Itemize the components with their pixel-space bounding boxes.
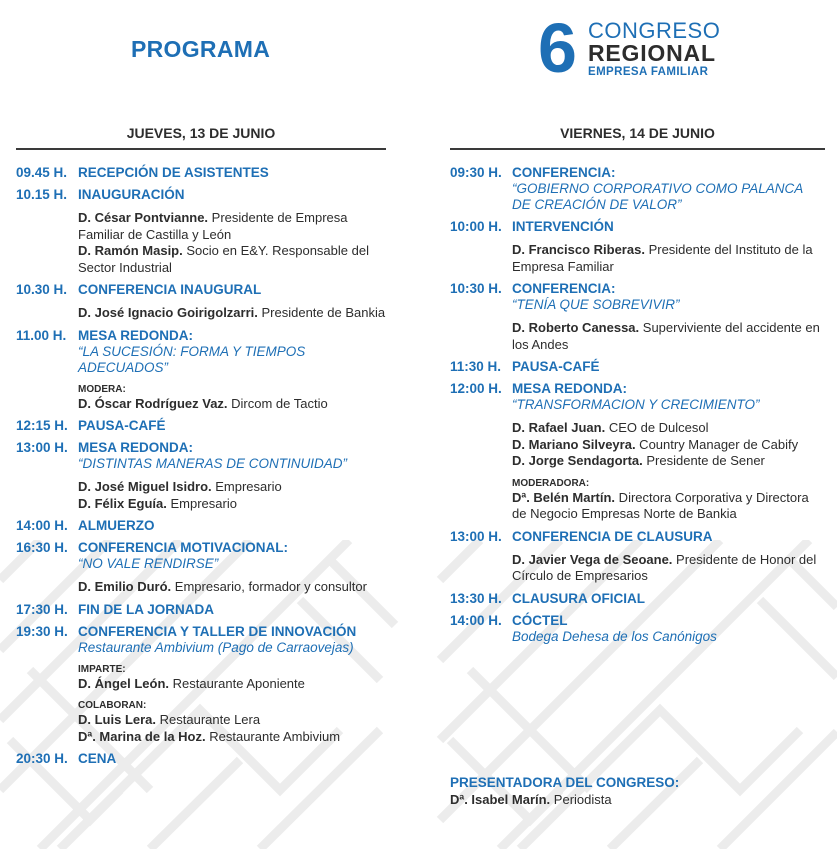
- entry-title: MESA REDONDA:: [78, 327, 194, 343]
- person-name: D. Rafael Juan.: [512, 420, 606, 435]
- entry-time: 11:30 H.: [450, 359, 502, 374]
- day-column-friday: [450, 125, 825, 651]
- entry-time: 19:30 H.: [16, 623, 68, 639]
- schedule-entry: [450, 613, 825, 645]
- person-name: D. Javier Vega de Seoane.: [512, 551, 673, 567]
- entry-time: 13:00 H.: [450, 528, 502, 544]
- entry-subtitle: “GOBIERNO CORPORATIVO COMO PALANCA DE CREACIÓN DE VALOR”: [512, 181, 803, 212]
- presenter-title: PRESENTADORA DEL CONGRESO:: [450, 775, 680, 790]
- entry-time: 09.45 H.: [16, 165, 68, 180]
- entry-title: MESA REDONDA:: [78, 440, 194, 455]
- schedule-entry: [450, 359, 825, 375]
- person-desc: Periodista: [550, 792, 612, 807]
- person: [512, 453, 825, 470]
- person-desc: Empresario, formador y consultor: [171, 579, 367, 594]
- person-desc: Empresario: [211, 479, 282, 494]
- person-name: D. Jorge Sendagorta.: [512, 453, 643, 468]
- entry-title: CONFERENCIA INAUGURAL: [78, 282, 262, 297]
- entry-time: 10.15 H.: [16, 187, 68, 202]
- person-name: Dª. Isabel Marín.: [450, 792, 551, 807]
- entry-subtitle: Restaurante Ambivium (Pago de Carraovejas): [78, 639, 354, 655]
- person-name: D. José Ignacio Goirigolzarri.: [78, 305, 258, 320]
- person-desc: Dircom de Tactio: [227, 395, 328, 411]
- person: [78, 712, 386, 729]
- person-desc: Superviviente del accidente en los Andes: [512, 320, 820, 352]
- entry-title: RECEPCIÓN DE ASISTENTES: [78, 165, 269, 180]
- person: [78, 479, 386, 496]
- person: [78, 305, 386, 322]
- person: [512, 320, 825, 353]
- congress-logo: [538, 9, 738, 87]
- person-name: D. Ramón Masip.: [78, 243, 183, 258]
- entry-time: 11.00 H.: [16, 327, 67, 343]
- schedule-entry: [16, 187, 386, 276]
- schedule-entry: [16, 282, 386, 322]
- entry-time: 12:15 H.: [16, 418, 68, 433]
- entry-time: 16:30 H.: [16, 540, 68, 555]
- entry-time: 10:00 H.: [450, 219, 502, 234]
- person-name: D. Félix Eguía.: [78, 495, 167, 511]
- person-desc: Presidente de Honor del Círculo de Empresarios: [512, 551, 817, 583]
- logo-number: 6: [538, 9, 577, 87]
- entry-time: 17:30 H.: [16, 601, 68, 617]
- person-name: D. Óscar Rodríguez Vaz.: [78, 395, 228, 411]
- logo-line-3: EMPRESA FAMILIAR: [588, 66, 709, 78]
- person-name: D. César Pontvianne.: [78, 210, 209, 225]
- entry-time: 10.30 H.: [16, 282, 68, 297]
- schedule-entry: [450, 381, 825, 523]
- entry-title: CENA: [78, 751, 117, 766]
- schedule-entry: [450, 165, 825, 213]
- entry-subtitle: “LA SUCESIÓN: FORMA Y TIEMPOS ADECUADOS”: [78, 343, 306, 375]
- role-label: MODERADORA:: [512, 477, 590, 489]
- entry-title: PAUSA-CAFÉ: [78, 418, 166, 433]
- person-name: D. Luis Lera.: [78, 712, 157, 727]
- schedule-entry: [16, 602, 386, 618]
- entry-title: ALMUERZO: [78, 518, 155, 533]
- entry-title: INTERVENCIÓN: [512, 219, 614, 234]
- entry-subtitle: Bodega Dehesa de los Canónigos: [512, 628, 717, 644]
- person-name: D. Roberto Canessa.: [512, 320, 640, 335]
- person-desc: Presidente del Instituto de la Empresa Familiar: [512, 242, 813, 274]
- schedule-entry: [16, 540, 386, 596]
- person-desc: Presidente de Bankia: [257, 305, 386, 320]
- person-name: D. José Miguel Isidro.: [78, 479, 212, 494]
- person: [78, 729, 386, 746]
- entry-time: 14:00 H.: [450, 612, 502, 628]
- schedule-entry: [16, 624, 386, 746]
- entry-time: 10:30 H.: [450, 281, 502, 296]
- entry-subtitle: “TENÍA QUE SOBREVIVIR”: [512, 297, 680, 312]
- schedule-entry: [16, 440, 386, 512]
- person: [512, 437, 825, 454]
- schedule-entry: [16, 751, 386, 767]
- entry-title: CONFERENCIA MOTIVACIONAL:: [78, 540, 288, 555]
- person-desc: Restaurante Ambivium: [205, 728, 341, 744]
- entry-time: 14:00 H.: [16, 518, 68, 533]
- schedule-entry: [16, 418, 386, 434]
- entry-time: 13:30 H.: [450, 590, 502, 606]
- person: [512, 242, 825, 275]
- entry-title: FIN DE LA JORNADA: [78, 601, 215, 617]
- person-name: D. Ángel León.: [78, 675, 169, 691]
- person-desc: Country Manager de Cabify: [635, 436, 799, 452]
- person: [78, 496, 386, 513]
- entry-time: 12:00 H.: [450, 381, 502, 396]
- schedule-entry: [450, 281, 825, 353]
- presenter-block: [450, 775, 679, 809]
- entry-title: PAUSA-CAFÉ: [512, 359, 600, 374]
- logo-line-1: CONGRESO: [588, 18, 721, 43]
- role-label: COLABORAN:: [78, 700, 147, 711]
- schedule-entry: [16, 518, 386, 534]
- schedule-entry: [16, 328, 386, 413]
- person: [78, 210, 386, 243]
- entry-time: 20:30 H.: [16, 751, 68, 766]
- logo-line-2: REGIONAL: [588, 40, 716, 66]
- person: [512, 552, 825, 585]
- person-desc: Restaurante Aponiente: [169, 675, 305, 691]
- day-column-thursday: [16, 125, 386, 773]
- entry-time: 13:00 H.: [16, 440, 68, 455]
- role-label: IMPARTE:: [78, 663, 126, 675]
- person-desc: Presidente de Sener: [642, 453, 765, 468]
- person: [78, 396, 386, 413]
- person: [512, 490, 825, 523]
- entry-title: CONFERENCIA Y TALLER DE INNOVACIÓN: [78, 623, 357, 639]
- person-name: D. Emilio Duró.: [78, 579, 172, 594]
- person-desc: Restaurante Lera: [156, 712, 261, 727]
- entry-title: CONFERENCIA:: [512, 281, 616, 296]
- entry-subtitle: “DISTINTAS MANERAS DE CONTINUIDAD”: [78, 456, 348, 471]
- person-name: D. Francisco Riberas.: [512, 242, 645, 257]
- entry-title: CLAUSURA OFICIAL: [512, 590, 645, 606]
- schedule-entry: [450, 529, 825, 585]
- entry-title: CÓCTEL: [512, 612, 568, 628]
- schedule-entry: [450, 591, 825, 607]
- person-desc: Directora Corporativa y Directora de Negocio Empresas Norte de Bankia: [512, 489, 809, 521]
- day-header: JUEVES, 13 DE JUNIO: [16, 125, 386, 150]
- entry-subtitle: “NO VALE RENDIRSE”: [78, 556, 219, 571]
- person-name: Dª. Belén Martín.: [512, 489, 616, 505]
- person: [512, 420, 825, 437]
- day-header: VIERNES, 14 DE JUNIO: [450, 125, 825, 150]
- schedule-entry: [450, 219, 825, 275]
- person-desc: Empresario: [166, 495, 237, 511]
- entry-title: CONFERENCIA DE CLAUSURA: [512, 528, 713, 544]
- person-desc: Presidente de Empresa Familiar de Castilla y León: [78, 210, 348, 242]
- schedule-entry: [16, 165, 386, 181]
- page-title: PROGRAMA: [131, 36, 271, 62]
- person-name: D. Mariano Silveyra.: [512, 436, 636, 452]
- person: [450, 792, 679, 809]
- entry-title: MESA REDONDA:: [512, 381, 628, 396]
- entry-time: 09:30 H.: [450, 165, 502, 180]
- role-label: MODERA:: [78, 383, 126, 395]
- person: [78, 579, 386, 596]
- person-desc: CEO de Dulcesol: [605, 420, 709, 435]
- person-desc: Socio en E&Y. Responsable del Sector Industrial: [78, 243, 369, 275]
- entry-title: INAUGURACIÓN: [78, 187, 185, 202]
- entry-subtitle: “TRANSFORMACION Y CRECIMIENTO”: [512, 397, 760, 412]
- entry-title: CONFERENCIA:: [512, 165, 616, 180]
- person: [78, 243, 386, 276]
- person: [78, 676, 386, 693]
- person-name: Dª. Marina de la Hoz.: [78, 728, 206, 744]
